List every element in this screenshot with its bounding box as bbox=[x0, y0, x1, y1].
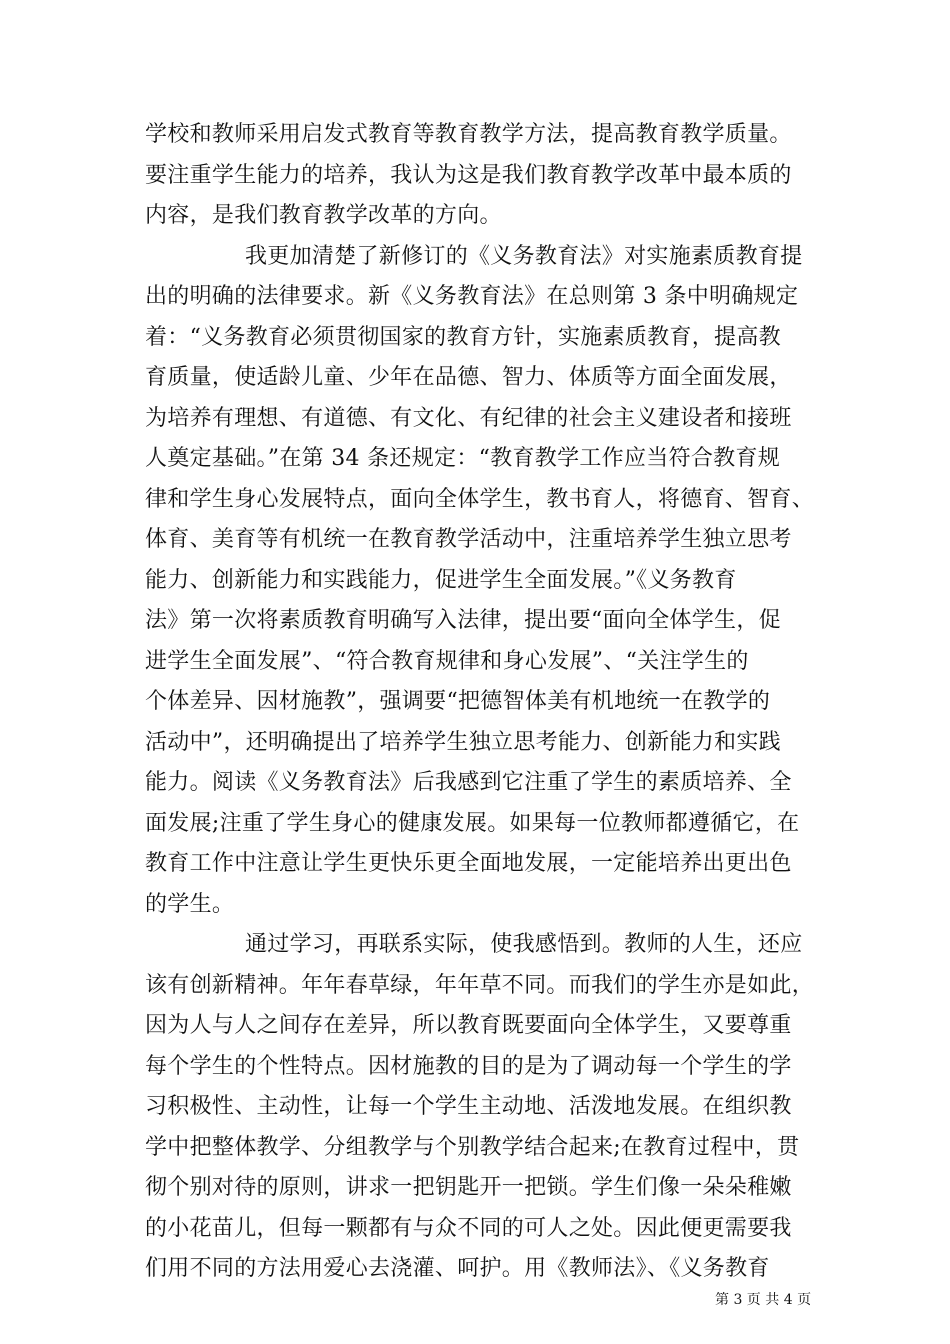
text-line: 彻个别对待的原则，讲求一把钥匙开一把锁。学生们像一朵朵稚嫩 bbox=[145, 1175, 792, 1200]
text-line: 们用不同的方法用爱心去浇灌、呵护。用《教师法》、《义务教育 bbox=[145, 1256, 770, 1281]
text-line: 每个学生的个性特点。因材施教的目的是为了调动每一个学生的学 bbox=[145, 1054, 792, 1079]
text-line: 要注重学生能力的培养，我认为这是我们教育教学改革中最本质的 bbox=[145, 163, 792, 188]
text-line: 进学生全面发展”、“符合教育规律和身心发展”、“关注学生的 bbox=[145, 649, 749, 674]
text-line: 律和学生身心发展特点，面向全体学生，教书育人，将德育、智育、 bbox=[145, 487, 815, 512]
text-line: 活动中”，还明确提出了培养学生独立思考能力、创新能力和实践 bbox=[145, 730, 781, 755]
text-line: 学中把整体教学、分组教学与个别教学结合起来;在教育过程中，贯 bbox=[145, 1135, 800, 1160]
text-line: 法》第一次将素质教育明确写入法律，提出要“面向全体学生，促 bbox=[145, 608, 781, 633]
text-line: 面发展;注重了学生身心的健康发展。如果每一位教师都遵循它，在 bbox=[145, 811, 800, 836]
text-line: 个体差异、因材施教”，强调要“把德智体美有机地统一在教学的 bbox=[145, 689, 771, 714]
text-line: 育质量，使适龄儿童、少年在品德、智力、体质等方面全面发展， bbox=[145, 365, 792, 390]
text-line: 人奠定基础。”在第 34 条还规定：“教育教学工作应当符合教育规 bbox=[145, 446, 781, 471]
text-line: 的学生。 bbox=[145, 892, 235, 917]
text-line: 该有创新精神。年年春草绿，年年草不同。而我们的学生亦是如此， bbox=[145, 973, 815, 998]
text-line: 体育、美育等有机统一在教育教学活动中，注重培养学生独立思考 bbox=[145, 527, 792, 552]
text-line: 的小花苗儿，但每一颗都有与众不同的可人之处。因此便更需要我 bbox=[145, 1216, 792, 1241]
text-line: 因为人与人之间存在差异，所以教育既要面向全体学生，又要尊重 bbox=[145, 1013, 792, 1038]
text-line: 通过学习，再联系实际，使我感悟到。教师的人生，还应 bbox=[245, 932, 803, 957]
text-line: 内容，是我们教育教学改革的方向。 bbox=[145, 203, 502, 228]
text-line: 教育工作中注意让学生更快乐更全面地发展，一定能培养出更出色 bbox=[145, 851, 792, 876]
text-line: 我更加清楚了新修订的《义务教育法》对实施素质教育提 bbox=[245, 244, 803, 269]
text-line: 出的明确的法律要求。新《义务教育法》在总则第 3 条中明确规定 bbox=[145, 284, 799, 309]
text-line: 着：“义务教育必须贯彻国家的教育方针，实施素质教育，提高教 bbox=[145, 325, 781, 350]
page-number: 第 3 页 共 4 页 bbox=[715, 1292, 812, 1308]
text-line: 能力。阅读《义务教育法》后我感到它注重了学生的素质培养、全 bbox=[145, 770, 792, 795]
text-line: 学校和教师采用启发式教育等教育教学方法，提高教育教学质量。 bbox=[145, 122, 792, 147]
text-line: 习积极性、主动性，让每一个学生主动地、活泼地发展。在组织教 bbox=[145, 1094, 792, 1119]
text-line: 为培养有理想、有道德、有文化、有纪律的社会主义建设者和接班 bbox=[145, 406, 792, 431]
text-line: 能力、创新能力和实践能力，促进学生全面发展。”《义务教育 bbox=[145, 568, 737, 593]
